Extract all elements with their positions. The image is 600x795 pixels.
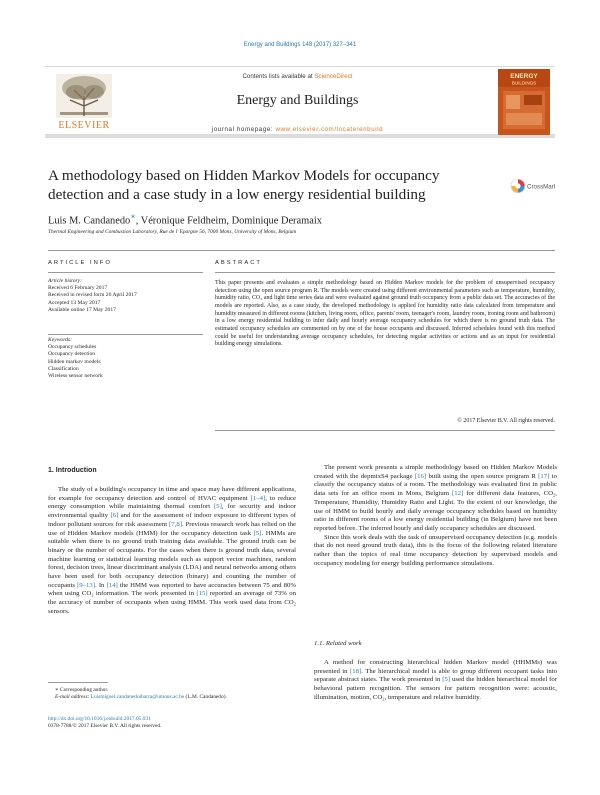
author-email-link[interactable]: Luismiguel.candanedoibarra@umons.ac.be: [90, 693, 185, 700]
abstract-heading: ABSTRACT: [215, 260, 262, 266]
affiliation: Thermal Engineering and Combustion Laboratory, Rue de l' Epargne 56, 7000 Mons, University of Mons, Belgium: [48, 229, 297, 235]
citation-link[interactable]: [5]: [442, 676, 451, 684]
body-paragraph: The present work presents a simple methodology based on Hidden Markov Models created with the depmixS4 package [16] built using the open source program R [17] to classify the occupancy status of a room. The methodology was evaluated first in public data sets for an office room in Mons, Belgium [12] for different data features, CO₂, Temperature, Humidity, Humidity Ratio and Light. To the extent of our knowledge, the use of HMM to build hourly and daily average occupancy schedules based on humidity ratio in different rooms of a low energy residential building (in Belgium) have not been reported before. The inferred hourly and daily occupancy schedules are discussed.: [314, 464, 558, 532]
author-list: [48, 212, 322, 226]
body-paragraph: A method for constructing hierarchical hidden Markov model (HHMMs) was presented in [18]. The hierarchical model is able to group different occupant tasks into separate abstract states. The work presented in [5] used the hidden hierarchical model for behavioral pattern recognition. The sensors for pattern recognition were: acoustic, illumination, motion, CO₂, temperature and relative humidity.: [314, 659, 557, 701]
homepage-line: [125, 126, 470, 133]
journal-homepage-link[interactable]: www.elsevier.com/locate/enbuild: [275, 126, 384, 133]
journal-title: Energy and Buildings: [236, 93, 359, 108]
contents-prefix: Contents lists available at: [242, 73, 315, 80]
doi-link[interactable]: http://dx.doi.org/10.1016/j.enbuild.2017.05.031: [48, 716, 151, 722]
homepage-prefix: journal homepage:: [211, 126, 276, 133]
corresponding-author-mark[interactable]: ∗: [130, 212, 136, 221]
footnote-divider: [48, 682, 108, 683]
journal-cover-image: [498, 69, 550, 135]
subsection-heading-related-work: 1.1. Related work: [314, 640, 362, 647]
email-label: E-mail address:: [55, 693, 91, 700]
keyword-item: Classification: [48, 365, 79, 372]
paper-title: A methodology based on Hidden Markov Models for occupancy detection and a case study in a low energy residential building: [48, 167, 440, 203]
body-column-right: [314, 464, 557, 568]
sciencedirect-link[interactable]: ScienceDirect: [314, 73, 353, 80]
body-paragraph: Since this work deals with the task of unsupervised occupancy detection (e.g. models that do not need ground truth data), this is the focus of the following related literature rather than the topics of real time occupancy detection by supervised models and occupancy modeling for energy building performance simulations.: [314, 533, 557, 567]
citation-link[interactable]: [18]: [349, 667, 362, 675]
abstract-copyright: © 2017 Elsevier B.V. All rights reserved.: [457, 418, 555, 424]
divider: [215, 430, 555, 431]
citation-link[interactable]: [5]: [214, 503, 222, 511]
contents-line: [125, 73, 470, 80]
corresponding-author-footnote: [55, 687, 295, 701]
body-column-right-continued: [314, 659, 557, 703]
body-column-left: [48, 486, 296, 617]
divider: [48, 250, 555, 251]
author-1: Luis M. Candanedo: [48, 215, 131, 227]
elsevier-wordmark: ELSEVIER: [58, 120, 110, 131]
history-item: Received 6 February 2017: [48, 285, 108, 292]
divider: [215, 272, 555, 273]
keyword-item: Wireless sensor network: [48, 373, 103, 380]
authors-rest: , Véronique Feldheim, Dominique Deramaix: [135, 215, 322, 227]
article-info-heading: ARTICLE INFO: [48, 260, 112, 266]
citation-link[interactable]: [12]: [452, 490, 464, 498]
footnote-mark: ∗ Corresponding author.: [55, 687, 109, 693]
issn-copyright: 0378-7788/© 2017 Elsevier B.V. All rights reserved.: [48, 723, 162, 729]
citation-link[interactable]: [9–13]: [77, 581, 96, 589]
history-item: Received in revised form 26 April 2017: [48, 292, 137, 299]
keywords: [48, 337, 203, 380]
keyword-item: Occupancy detection: [48, 351, 96, 358]
divider: [48, 272, 203, 273]
crossmark-icon: [510, 177, 555, 195]
citation-link[interactable]: [6]: [110, 512, 119, 520]
history-item: Available online 17 May 2017: [48, 306, 116, 313]
citation-link[interactable]: [14]: [106, 581, 118, 589]
abstract-text: This paper presents and evaluates a simple methodology based on Hidden Markov models for the problem of unsupervised occupancy detection using the open source program R. The models were created using different environmental parameters such as temperature, humidity, humidity ratio, CO₂ and light time series data and were evaluated against ground truth occupancy from a public data set. The accuracies of the models are reported. Also, as a case study, the developed methodology is applied for humidity ratio data calculated from temperature and humidity measured in different rooms (kitchen, living room, office, parents' room, teenager's room, laundry room, ironing room and bathroom) in a low energy residential building to infer daily and hourly average occupancy schedules for which there is no ground truth data. The estimated occupancy schedules are commented on by one of the house occupants and discussed. Inferred schedules found with this method could be useful for understanding average occupancy schedules, for detecting regular activities or actions and as an input for residential building energy simulations.: [215, 280, 555, 348]
keywords-label: Keywords:: [48, 337, 73, 343]
citation-link[interactable]: [17]: [538, 472, 550, 480]
keyword-item: Hidden markov models: [48, 358, 101, 365]
section-heading-introduction: 1. Introduction: [48, 467, 97, 474]
crossmark-badge[interactable]: [510, 177, 555, 195]
citation-link[interactable]: [15]: [196, 590, 208, 598]
citation-link[interactable]: [5]: [253, 529, 262, 537]
body-paragraph: The study of a building's occupancy in time and space may have different applications, for example for occupancy detection and control of HVAC equipment [1–4], to reduce energy consumption while maintaining thermal comfort [5], for security and indoor environmental quality [6] and for the assessment of indoor exposure to different types of indoor pollutant sources for risk assessment [7,8]. Previous research work has relied on the use of Hidden Markov models (HMM) for the occupancy detection task [5]. HMMs are suitable when there is no ground truth training data available. The ground truth can be binary or the number of occupants. For the cases when there is ground truth data, several machine learning or statistical learning models such as support vector machines, random forest, decision trees, linear discriminant analysis (LDA) and neural networks among others have been used for both occupancy detection (binary) and counting the number of occupants [9–13]. In [14] the HMM was reported to have accuracies between 75 and 80% when using CO₂ information. The work presented in [15] reported an average of 73% on the accuracy of number of occupants when using HMM. This work used data from CO₂ sensors.: [48, 486, 297, 615]
cover-title-2: BUILDINGS: [511, 80, 537, 86]
citation-link[interactable]: [1–4]: [250, 494, 266, 502]
keyword-item: Occupancy schedules: [48, 344, 97, 351]
history-label: Article history:: [48, 278, 83, 284]
article-history: [48, 278, 203, 314]
citation-link[interactable]: [16]: [414, 472, 427, 480]
elsevier-logo: [48, 70, 120, 132]
divider: [48, 334, 203, 335]
citation-link[interactable]: [7,8]: [169, 520, 182, 528]
crossmark-label: CrossMark: [527, 183, 555, 191]
cover-title-1: ENERGY: [510, 73, 538, 80]
history-item: Accepted 13 May 2017: [48, 299, 101, 306]
email-suffix: (L.M. Candanedo).: [184, 693, 227, 700]
journal-citation[interactable]: Energy and Buildings 148 (2017) 327–341: [243, 42, 357, 48]
